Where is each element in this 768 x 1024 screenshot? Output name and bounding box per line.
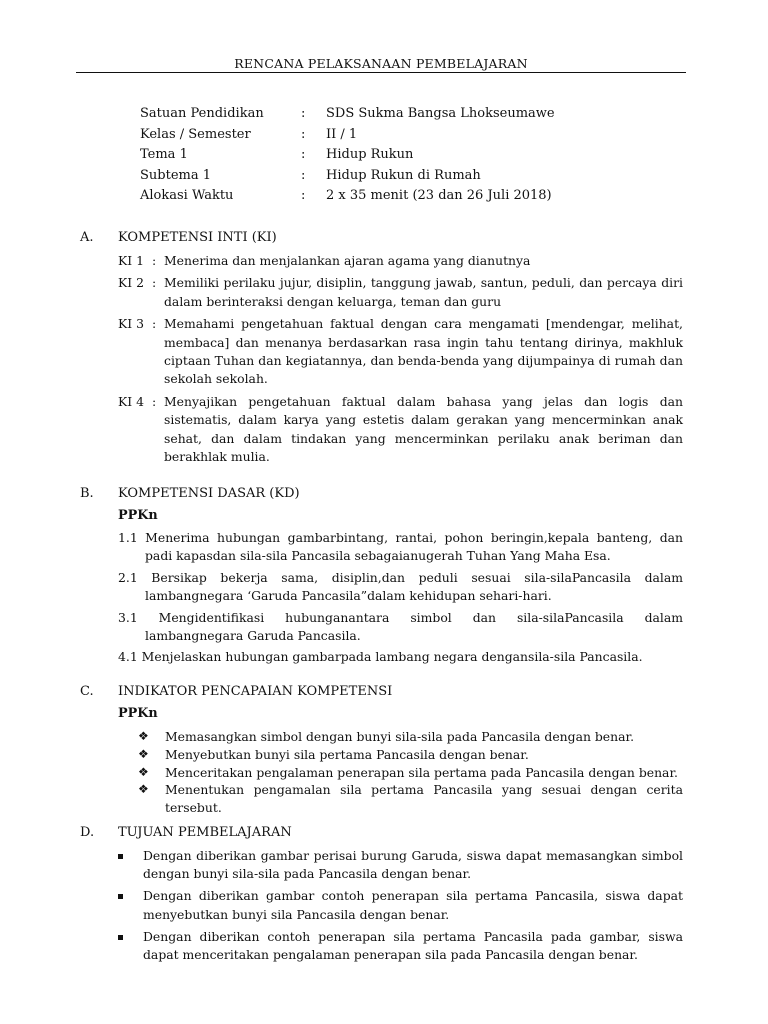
ki-colon: :: [152, 253, 157, 268]
section-title: KOMPETENSI DASAR (KD): [118, 486, 300, 501]
diamond-bullet-icon: ❖: [138, 764, 149, 779]
ki-text: Menyajikan pengetahuan faktual dalam bahasa yang jelas dan logis dan sistematis, dalam karya yang estetis dalam gerakan yang mencerminkan anak sehat, dan dalam tindakan yang mencerminkan perilaku anak beriman dan berakhlak mulia.: [164, 393, 683, 465]
square-bullet-icon: [118, 854, 123, 859]
indicator-text: Menentukan pengamalan sila pertama Pancasila yang sesuai dengan cerita tersebut.: [165, 782, 683, 816]
square-bullet-icon: [118, 894, 123, 899]
identity-label: Subtema 1: [140, 167, 211, 183]
identity-value: SDS Sukma Bangsa Lhokseumawe: [326, 106, 555, 121]
section-letter: B.: [80, 486, 94, 501]
diamond-bullet-icon: ❖: [138, 729, 149, 743]
section-letter: A.: [80, 230, 94, 245]
identity-label: Alokasi Waktu: [140, 188, 234, 204]
identity-value: II / 1: [326, 126, 358, 142]
indicator-item: [138, 781, 683, 817]
ki-label: KI 1: [118, 253, 144, 268]
identity-colon: :: [301, 167, 306, 183]
objective-list: [118, 847, 683, 968]
ki-item: [118, 252, 683, 270]
kd-item: 3.1 Mengidentifikasi hubunganantara simbol dan sila-silaPancasila dalam lambangnegara Garuda Pancasila.: [118, 609, 683, 644]
identity-colon: :: [301, 106, 306, 121]
indicator-text: Memasangkan simbol dengan bunyi sila-sila pada Pancasila dengan benar.: [165, 729, 635, 744]
indicator-text: Menceritakan pengalaman penerapan sila pertama pada Pancasila dengan benar.: [165, 764, 678, 780]
ki-text: Menerima dan menjalankan ajaran agama yang dianutnya: [164, 253, 531, 268]
objective-text: Dengan diberikan gambar perisai burung Garuda, siswa dapat memasangkan simbol dengan bunyi sila-sila pada Pancasila dengan benar.: [143, 848, 683, 882]
ki-text: Memahami pengetahuan faktual dengan cara mengamati [mendengar, melihat, membaca] dan menanya berdasarkan rasa ingin tahu tentang dirinya, makhluk ciptaan Tuhan dan kegiatannya, dan benda-benda yang dijumpainya di rumah dan sekolah sekolah.: [164, 316, 683, 387]
kd-item: 1.1 Menerima hubungan gambarbintang, rantai, pohon beringin,kepala banteng, dan padi kapasdan sila-sila Pancasila sebagaianugerah Tuhan Yang Maha Esa.: [118, 530, 683, 564]
identity-value: 2 x 35 menit (23 dan 26 Juli 2018): [326, 188, 552, 204]
document-title: RENCANA PELAKSANAAN PEMBELAJARAN: [234, 56, 528, 71]
ki-colon: :: [152, 275, 157, 291]
ki-colon: :: [152, 393, 157, 409]
indicator-list: [138, 728, 683, 817]
subject-label: PPKn: [118, 706, 158, 721]
diamond-bullet-icon: ❖: [138, 746, 149, 761]
identity-colon: :: [301, 126, 306, 142]
identity-label: Kelas / Semester: [140, 126, 251, 142]
ki-label: KI 3: [118, 316, 144, 332]
identity-label: Tema 1: [140, 147, 188, 163]
section-letter: C.: [80, 684, 94, 699]
objective-item: [118, 928, 683, 964]
ki-label: KI 4: [118, 393, 144, 409]
square-bullet-icon: [118, 935, 123, 940]
ki-text: Memiliki perilaku jujur, disiplin, tanggung jawab, santun, peduli, dan percaya diri dalam berinteraksi dengan keluarga, teman dan guru: [164, 275, 683, 309]
indicator-item: [138, 746, 683, 764]
identity-value: Hidup Rukun: [326, 147, 414, 163]
subject-label: PPKn: [118, 508, 158, 523]
objective-text: Dengan diberikan gambar contoh penerapan sila pertama Pancasila, siswa dapat menyebutkan bunyi sila Pancasila dengan benar.: [143, 888, 683, 922]
indicator-item: [138, 728, 683, 746]
identity-value: Hidup Rukun di Rumah: [326, 167, 481, 183]
objective-item: [118, 847, 683, 883]
indicator-text: Menyebutkan bunyi sila pertama Pancasila dengan benar.: [165, 746, 529, 762]
ki-item: [118, 315, 683, 389]
ki-label: KI 2: [118, 275, 144, 291]
section-title: KOMPETENSI INTI (KI): [118, 230, 277, 245]
diamond-bullet-icon: ❖: [138, 782, 149, 797]
kd-list: [118, 529, 683, 670]
section-title: TUJUAN PEMBELAJARAN: [118, 825, 292, 840]
ki-list: [118, 252, 683, 470]
objective-item: [118, 887, 683, 923]
identity-label: Satuan Pendidikan: [140, 106, 264, 121]
title-underline: [76, 72, 686, 73]
ki-item: [118, 393, 683, 467]
ki-colon: :: [152, 316, 157, 332]
identity-colon: :: [301, 188, 306, 204]
kd-item: 4.1 Menjelaskan hubungan gambarpada lambang negara dengansila-sila Pancasila.: [118, 649, 643, 665]
identity-colon: :: [301, 147, 306, 163]
objective-text: Dengan diberikan contoh penerapan sila pertama Pancasila pada gambar, siswa dapat menceritakan pengalaman penerapan sila pada Pancasila dengan benar.: [143, 928, 683, 963]
section-letter: D.: [80, 825, 95, 840]
indicator-item: [138, 764, 683, 782]
ki-item: [118, 274, 683, 311]
section-title: INDIKATOR PENCAPAIAN KOMPETENSI: [118, 684, 393, 699]
kd-item: 2.1 Bersikap bekerja sama, disiplin,dan peduli sesuai sila-silaPancasila dalam lambangnegara ‘Garuda Pancasila”dalam kehidupan sehari-hari.: [118, 569, 683, 604]
